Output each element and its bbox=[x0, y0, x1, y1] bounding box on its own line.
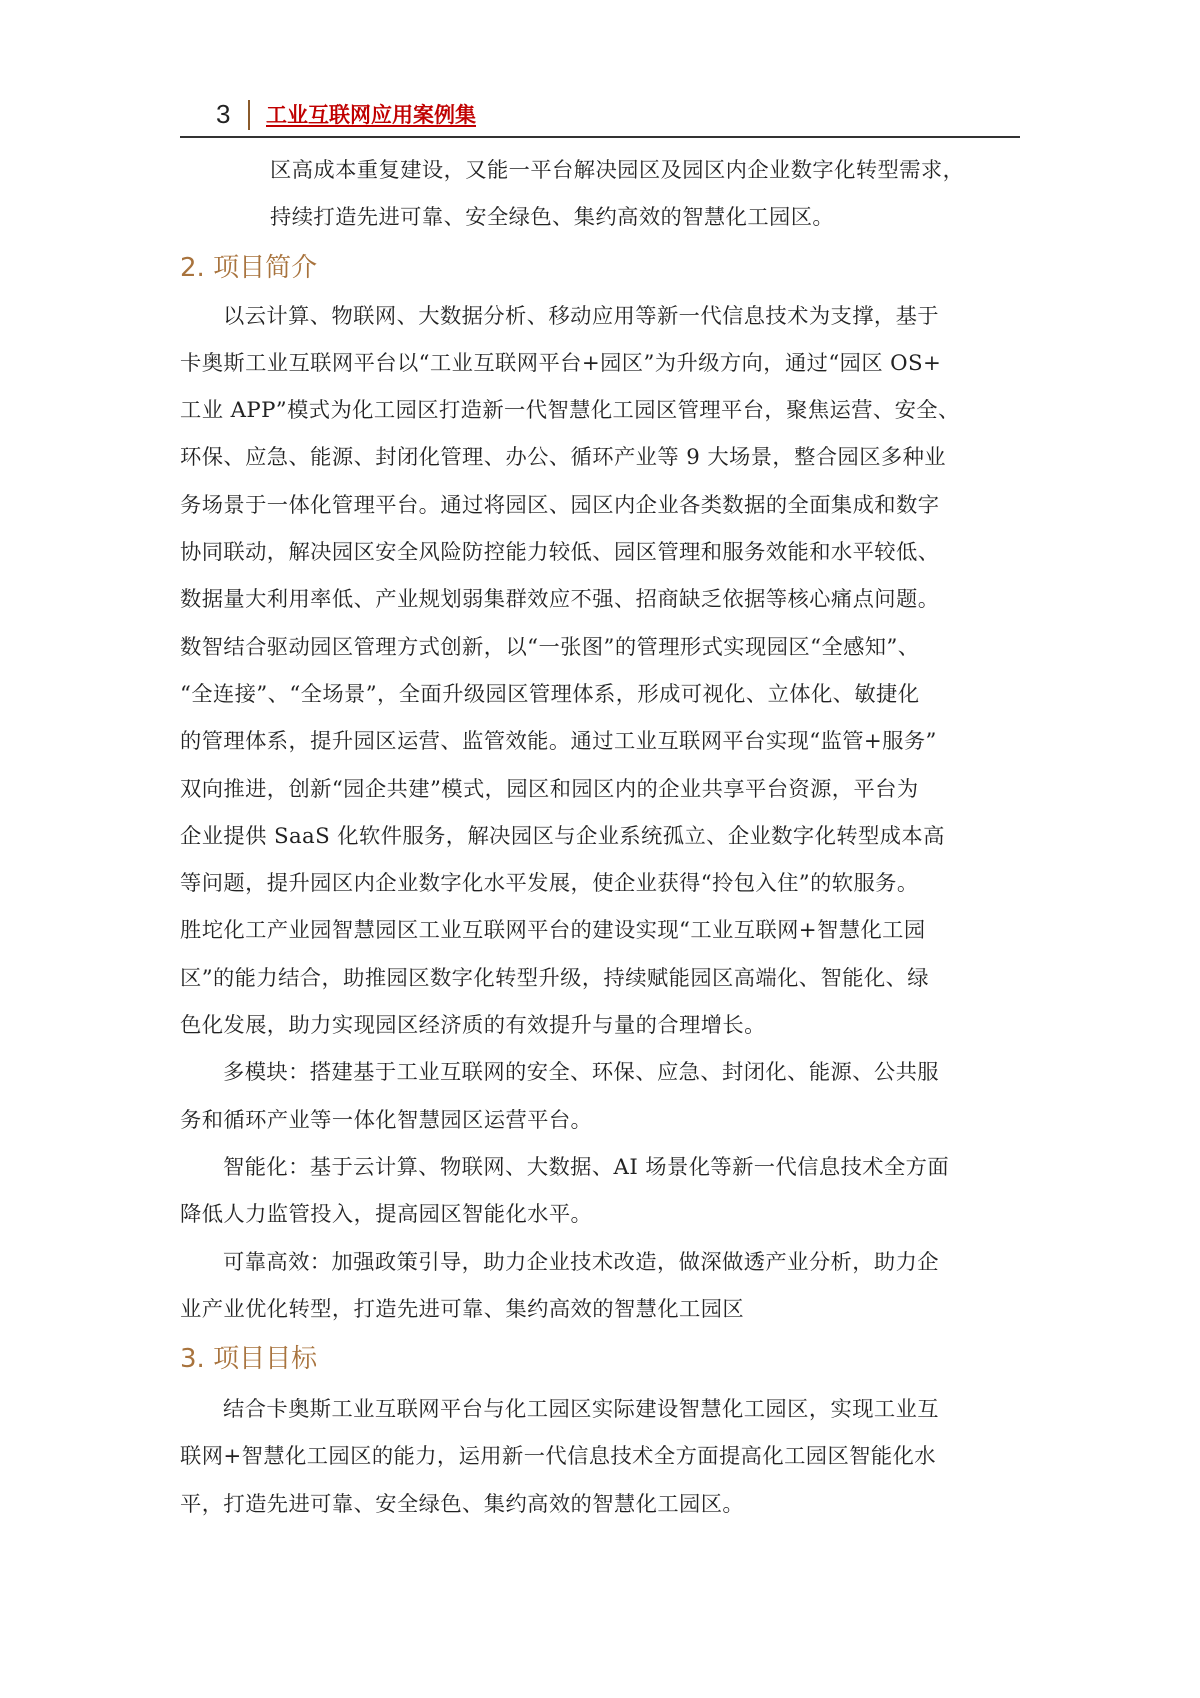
reliable-efficient-paragraph bbox=[180, 1239, 1020, 1334]
text-line: 持续打造先进可靠、安全绿色、集约高效的智慧化工园区。 bbox=[270, 205, 835, 231]
text-line: 环保、应急、能源、封闭化管理、办公、循环产业等 9 大场景，整合园区多种业 bbox=[180, 445, 946, 471]
text-line: 区”的能力结合，助推园区数字化转型升级，持续赋能园区高端化、智能化、绿 bbox=[180, 965, 929, 991]
intro-paragraph bbox=[180, 293, 1020, 1050]
section-heading-intro: 2. 项目简介 bbox=[180, 252, 318, 283]
continued-paragraph bbox=[180, 147, 1020, 242]
text-line: 联网+智慧化工园区的能力，运用新一代信息技术全方面提高化工园区智能化水 bbox=[180, 1444, 936, 1470]
text-line: 多模块：搭建基于工业互联网的安全、环保、应急、封闭化、能源、公共服 bbox=[223, 1060, 940, 1086]
intelligent-paragraph bbox=[180, 1144, 1020, 1239]
text-line: 可靠高效：加强政策引导，助力企业技术改造，做深做透产业分析，助力企 bbox=[223, 1249, 940, 1275]
text-line: 区高成本重复建设，又能一平台解决园区及园区内企业数字化转型需求， bbox=[270, 158, 965, 183]
text-line: 数据量大利用率低、产业规划弱集群效应不强、招商缺乏依据等核心痛点问题。 bbox=[180, 587, 940, 613]
text-line: 数智结合驱动园区管理方式创新，以“一张图”的管理形式实现园区“全感知”、 bbox=[180, 634, 920, 660]
text-line: 等问题，提升园区内企业数字化水平发展，使企业获得“拎包入住”的软服务。 bbox=[180, 871, 919, 897]
text-line: 的管理体系，提升园区运营、监管效能。通过工业互联网平台实现“监管+服务” bbox=[180, 729, 937, 755]
text-line: 胜坨化工产业园智慧园区工业互联网平台的建设实现“工业互联网+智慧化工园 bbox=[180, 918, 926, 944]
page-header bbox=[180, 96, 1020, 138]
goals-paragraph bbox=[180, 1386, 1020, 1528]
text-line: 工业 APP”模式为化工园区打造新一代智慧化工园区管理平台，聚焦运营、安全、 bbox=[180, 398, 960, 424]
text-line: 以云计算、物联网、大数据分析、移动应用等新一代信息技术为支撑，基于 bbox=[223, 303, 940, 329]
text-line: 结合卡奥斯工业互联网平台与化工园区实际建设智慧化工园区，实现工业互 bbox=[223, 1397, 940, 1423]
multi-module-paragraph bbox=[180, 1049, 1020, 1144]
text-line: 降低人力监管投入，提高园区智能化水平。 bbox=[180, 1202, 593, 1228]
page-number: 3 bbox=[216, 99, 231, 129]
text-line: 协同联动，解决园区安全风险防控能力较低、园区管理和服务效能和水平较低、 bbox=[180, 540, 940, 566]
text-line: 企业提供 SaaS 化软件服务，解决园区与企业系统孤立、企业数字化转型成本高 bbox=[180, 823, 945, 849]
text-line: 业产业优化转型，打造先进可靠、集约高效的智慧化工园区 bbox=[180, 1296, 745, 1322]
text-line: 平，打造先进可靠、安全绿色、集约高效的智慧化工园区。 bbox=[180, 1491, 745, 1517]
header-separator bbox=[248, 100, 250, 130]
text-line: 双向推进，创新“园企共建”模式，园区和园区内的企业共享平台资源，平台为 bbox=[180, 776, 919, 802]
text-line: 智能化：基于云计算、物联网、大数据、AI 场景化等新一代信息技术全方面 bbox=[223, 1154, 950, 1180]
page-content bbox=[180, 147, 1020, 1528]
text-line: “全连接”、“全场景”，全面升级园区管理体系，形成可视化、立体化、敏捷化 bbox=[180, 681, 920, 707]
text-line: 色化发展，助力实现园区经济质的有效提升与量的合理增长。 bbox=[180, 1013, 766, 1039]
text-line: 卡奥斯工业互联网平台以“工业互联网平台+园区”为升级方向，通过“园区 OS+ bbox=[180, 350, 942, 376]
section-heading-goals: 3. 项目目标 bbox=[180, 1344, 318, 1375]
document-title: 工业互联网应用案例集 bbox=[266, 103, 476, 127]
text-line: 务和循环产业等一体化智慧园区运营平台。 bbox=[180, 1107, 593, 1133]
text-line: 务场景于一体化管理平台。通过将园区、园区内企业各类数据的全面集成和数字 bbox=[180, 492, 940, 518]
